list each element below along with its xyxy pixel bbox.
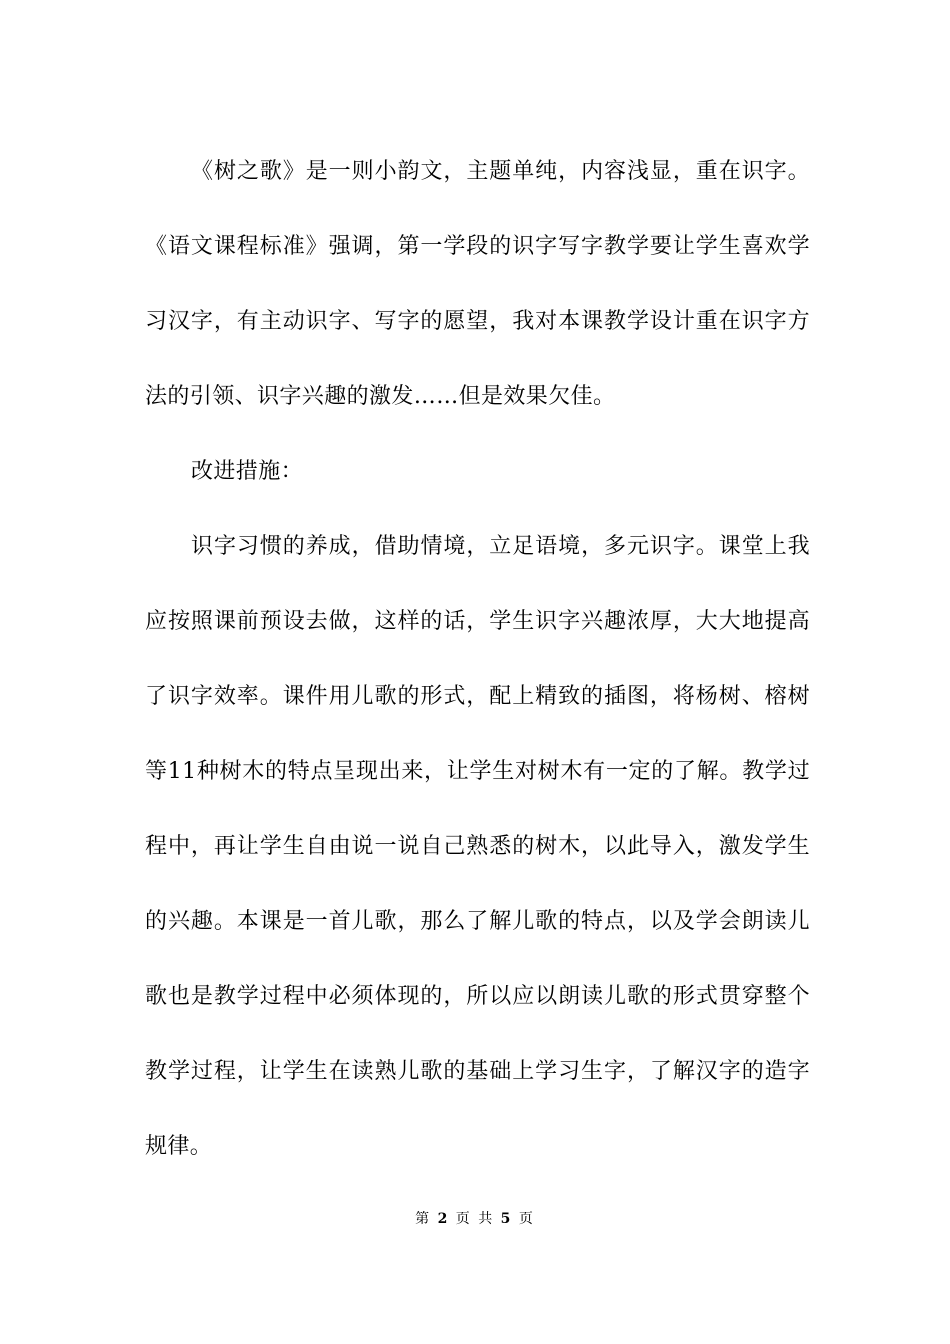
paragraph-improvements: 识字习惯的养成，借助情境，立足语境，多元识字。课堂上我应按照课前预设去做，这样的话，学生识字兴趣浓厚，大大地提高了识字效率。课件用儿歌的形式，配上精致的插图，将杨树、榕树等11种树木的特点呈现出来，让学生对树木有一定的了解。教学过程中，再让学生自由说一说自己熟悉的树木，以此导入，激发学生的兴趣。本课是一首儿歌，那么了解儿歌的特点，以及学会朗读儿歌也是教学过程中必须体现的，所以应以朗读儿歌的形式贯穿整个教学过程，让学生在读熟儿歌的基础上学习生字，了解汉字的造字规律。	[145, 534, 810, 1159]
paragraph-heading-improvements: 改进措施：	[191, 459, 304, 484]
footer-prefix: 第	[415, 1211, 432, 1227]
footer-current-page: 2	[437, 1211, 450, 1227]
footer-suffix: 页	[518, 1211, 535, 1227]
body-text	[145, 134, 810, 1184]
footer-page-word: 页	[455, 1211, 472, 1227]
paragraph-intro: 《树之歌》是一则小韵文，主题单纯，内容浅显，重在识字。《语文课程标准》强调，第一学段的识字写字教学要让学生喜欢学习汉字，有主动识字、写字的愿望，我对本课教学设计重在识字方法的引领、识字兴趣的激发……但是效果欠佳。	[145, 159, 810, 409]
footer-total-pages: 5	[500, 1211, 513, 1227]
footer-total-prefix: 共	[478, 1211, 495, 1227]
page-footer	[0, 1208, 950, 1228]
